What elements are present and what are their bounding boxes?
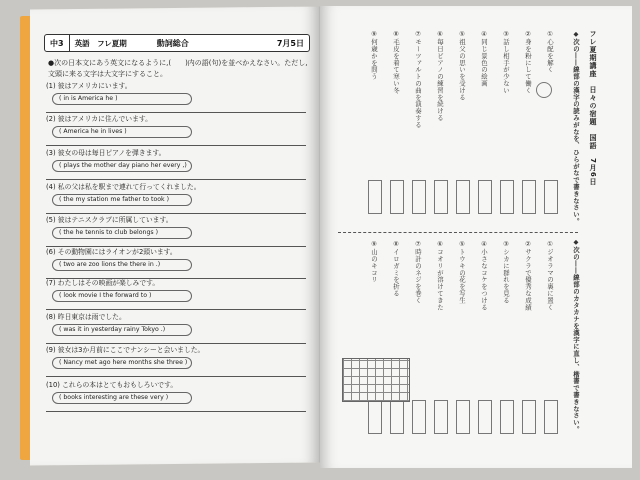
answer-line[interactable] — [46, 411, 306, 412]
answer-box[interactable] — [368, 180, 382, 214]
question-japanese: 彼女は3か月前にここでナンシーと会いました。 — [57, 346, 205, 354]
answer-line[interactable] — [46, 376, 306, 377]
reading-item: ③話し相手が少ない — [502, 30, 510, 94]
question-prompt — [46, 277, 308, 287]
writing-grid — [342, 358, 410, 402]
question-item — [46, 277, 308, 310]
question-prompt — [46, 246, 308, 256]
question-prompt — [46, 147, 308, 157]
answer-box[interactable] — [522, 180, 536, 214]
question-prompt — [46, 344, 308, 354]
question-number: (7) — [46, 279, 58, 287]
kanji-item: ⑧イロガミを折る — [392, 240, 400, 297]
reading-item: ⑨何歳かを問う — [370, 30, 378, 80]
answer-box[interactable] — [434, 180, 448, 214]
reading-item: ⑥毎日ピアノの練習を続ける — [436, 30, 444, 122]
kanji-item: ⑨山のキコリ — [370, 240, 378, 283]
reading-item: ①心配を解く — [546, 30, 554, 73]
reading-item: ④同じ景色の絵画 — [480, 30, 488, 87]
answer-box[interactable] — [544, 180, 558, 214]
question-japanese: これらの本はとてもおもしろいです。 — [62, 381, 178, 389]
circle-mark — [536, 82, 552, 98]
question-prompt — [46, 379, 308, 389]
answer-box[interactable] — [434, 400, 448, 434]
answer-box[interactable] — [368, 400, 382, 434]
question-item — [46, 214, 308, 247]
answer-box[interactable] — [456, 400, 470, 434]
answer-box[interactable] — [412, 400, 426, 434]
question-japanese: 彼はアメリカに住んでいます。 — [57, 115, 152, 123]
kanji-item: ①ジオラマの裏に置く — [546, 240, 554, 311]
question-japanese: 彼はテニスクラブに所属しています。 — [57, 216, 173, 224]
question-number: (8) — [46, 313, 58, 321]
section1-heading: ◆次の――線部の漢字の読みがなを、ひらがなで書きなさい。 — [572, 30, 580, 225]
question-prompt — [46, 214, 308, 224]
word-bank: ( in is America he ) — [52, 93, 192, 105]
answer-box[interactable] — [390, 180, 404, 214]
question-item — [46, 147, 308, 180]
kanji-item: ④小さなコケをつける — [480, 240, 488, 311]
reading-item: ⑤祖父の思いを受ける — [458, 30, 466, 101]
question-number: (5) — [46, 216, 58, 224]
question-japanese: 私の父は私を駅まで連れて行ってくれました。 — [57, 183, 201, 191]
question-prompt — [46, 80, 308, 90]
answer-line[interactable] — [46, 179, 306, 180]
question-item — [46, 80, 308, 113]
answer-box[interactable] — [478, 180, 492, 214]
question-item — [46, 181, 308, 214]
reading-item: ⑦モーツァルトの曲を演奏する — [414, 30, 422, 129]
question-number: (1) — [46, 82, 58, 90]
answer-box[interactable] — [456, 180, 470, 214]
answer-box[interactable] — [412, 180, 426, 214]
question-item — [46, 246, 308, 279]
answer-line[interactable] — [46, 309, 306, 310]
word-bank: ( plays the mother day piano her every ,) — [52, 160, 192, 172]
subject-label: 英語 フレ夏期 — [74, 38, 127, 48]
question-number: (10) — [46, 381, 63, 389]
kanji-item: ⑥コオリが溶けてきた — [436, 240, 444, 311]
reading-item: ⑧毛皮を着て寒い冬 — [392, 30, 400, 94]
question-japanese: わたしはその映画が楽しみです。 — [57, 279, 160, 287]
worksheet-header — [44, 34, 310, 52]
question-number: (9) — [46, 346, 58, 354]
question-item — [46, 379, 308, 412]
word-bank: ( America he in lives ) — [52, 126, 192, 138]
unit-label: 動詞総合 — [156, 38, 189, 48]
answer-box[interactable] — [500, 400, 514, 434]
question-number: (2) — [46, 115, 58, 123]
answer-box[interactable] — [500, 180, 514, 214]
kanji-item: ⑦時計のネジを巻く — [414, 240, 422, 304]
grade-label: 中3 — [45, 35, 70, 51]
section2-heading: ◆次の――線部のカタカナを漢字に直し、楷書で書きなさい。 — [572, 238, 580, 433]
question-japanese: 彼女の母は毎日ピアノを弾きます。 — [57, 149, 166, 157]
question-item — [46, 344, 308, 377]
question-japanese: 昨日東京は雨でした。 — [57, 313, 126, 321]
answer-box[interactable] — [544, 400, 558, 434]
kanji-item: ③シカに群れを見る — [502, 240, 510, 304]
question-number: (3) — [46, 149, 58, 157]
answer-box[interactable] — [478, 400, 492, 434]
word-bank: ( look movie I the forward to ) — [52, 290, 192, 302]
word-bank: ( books interesting are these very ) — [52, 392, 192, 404]
reading-item: ②身を粉にして働く — [524, 30, 532, 94]
question-japanese: その動物園にはライオンが2頭います。 — [57, 248, 177, 256]
question-number: (6) — [46, 248, 58, 256]
word-bank: ( two are zoo lions the there in .) — [52, 259, 192, 271]
kanji-item: ⑤トウキの花を写生 — [458, 240, 466, 304]
question-number: (4) — [46, 183, 58, 191]
word-bank: ( the he tennis to club belongs ) — [52, 227, 192, 239]
question-prompt — [46, 311, 308, 321]
word-bank: ( was it in yesterday rainy Tokyo .) — [52, 324, 192, 336]
kanji-item: ②サクラで優秀な成績 — [524, 240, 532, 311]
word-bank: ( Nancy met ago here months she three ) — [52, 357, 192, 369]
question-item — [46, 113, 308, 146]
answer-line[interactable] — [46, 145, 306, 146]
date-label: 7月5日 — [272, 38, 309, 49]
section-divider — [338, 232, 578, 233]
answer-box[interactable] — [522, 400, 536, 434]
question-item — [46, 311, 308, 344]
question-japanese: 彼はアメリカにいます。 — [57, 82, 132, 90]
word-bank: ( the my station me father to took ) — [52, 194, 192, 206]
instructions: ●次の日本文にあう英文になるように,( )内の語(句)を並べかえなさい。ただし,文頭に来る文字は大文字にすること。 — [48, 59, 308, 78]
answer-box[interactable] — [390, 400, 404, 434]
question-prompt — [46, 181, 308, 191]
question-prompt — [46, 113, 308, 123]
right-page-title: フレ夏期講座 日々の宿題 国語 7月6日 — [589, 30, 597, 186]
